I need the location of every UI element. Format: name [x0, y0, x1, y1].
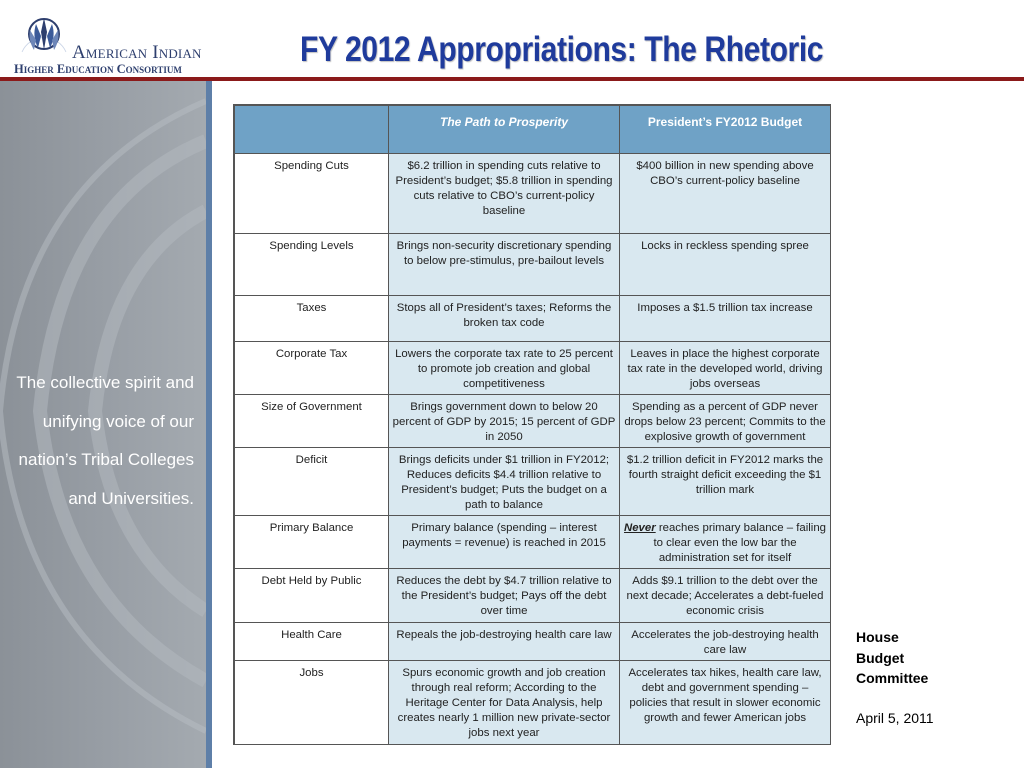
path-cell: $6.2 trillion in spending cuts relative to President’s budget; $5.8 trillion in spending cuts relative to CBO’s current-policy baseline	[389, 154, 620, 234]
path-cell: Brings deficits under $1 trillion in FY2012; Reduces deficits $4.4 trillion relative to President’s budget; Puts the budget on a path to balance	[389, 448, 620, 516]
row-label: Primary Balance	[235, 516, 389, 569]
source-line1: House	[856, 629, 899, 645]
row-label: Size of Government	[235, 395, 389, 448]
table-row	[235, 661, 831, 745]
logo-line2: Higher Education Consortium	[14, 62, 182, 76]
president-cell-text: reaches primary balance – failing to clear even the low bar the administration set for itself	[653, 522, 826, 564]
row-label: Deficit	[235, 448, 389, 516]
table-header-row	[235, 106, 831, 154]
never-emphasis: Never	[624, 522, 656, 534]
row-label: Health Care	[235, 623, 389, 661]
row-label: Spending Levels	[235, 234, 389, 296]
path-cell: Stops all of President’s taxes; Reforms the broken tax code	[389, 296, 620, 342]
table-row	[235, 234, 831, 296]
header-cell-blank	[235, 106, 389, 154]
source-attribution	[856, 627, 928, 689]
row-label: Taxes	[235, 296, 389, 342]
president-cell: Spending as a percent of GDP never drops below 23 percent; Commits to the explosive growth of government	[620, 395, 831, 448]
path-cell: Spurs economic growth and job creation through real reform; According to the Heritage Center for Data Analysis, help creates nearly 1 million new private-sector jobs next year	[389, 661, 620, 745]
row-label: Corporate Tax	[235, 342, 389, 395]
sidebar-panel	[0, 81, 206, 768]
source-line3: Committee	[856, 670, 929, 686]
table-row	[235, 154, 831, 234]
president-cell: $400 billion in new spending above CBO’s current-policy baseline	[620, 154, 831, 234]
sidebar-tagline: The collective spirit and unifying voice of our nation’s Tribal Colleges and Universities.	[16, 373, 194, 508]
sidebar-edge	[206, 81, 212, 768]
path-cell: Reduces the debt by $4.7 trillion relative to the President’s budget; Pays off the debt over time	[389, 569, 620, 623]
row-label: Spending Cuts	[235, 154, 389, 234]
table-row	[235, 569, 831, 623]
path-cell: Lowers the corporate tax rate to 25 percent to promote job creation and global competitiveness	[389, 342, 620, 395]
path-cell: Brings government down to below 20 percent of GDP by 2015; 15 percent of GDP in 2050	[389, 395, 620, 448]
table-row	[235, 516, 831, 569]
source-line2: Budget	[856, 649, 905, 666]
president-cell	[620, 516, 831, 569]
path-cell: Repeals the job-destroying health care law	[389, 623, 620, 661]
slide-title: FY 2012 Appropriations: The Rhetoric	[300, 30, 824, 69]
source-date: April 5, 2011	[856, 710, 934, 726]
header-cell-path: The Path to Prosperity	[389, 106, 620, 154]
table-row	[235, 342, 831, 395]
aihec-logo	[10, 6, 210, 76]
table-row	[235, 395, 831, 448]
president-cell: Locks in reckless spending spree	[620, 234, 831, 296]
table-row	[235, 448, 831, 516]
path-cell: Brings non-security discretionary spending to below pre-stimulus, pre-bailout levels	[389, 234, 620, 296]
comparison-table	[233, 104, 831, 745]
row-label: Debt Held by Public	[235, 569, 389, 623]
feather-emblem-icon	[14, 6, 74, 62]
president-cell: Accelerates the job-destroying health care law	[620, 623, 831, 661]
president-cell: Imposes a $1.5 trillion tax increase	[620, 296, 831, 342]
table-row	[235, 296, 831, 342]
logo-line1: American Indian	[72, 42, 202, 63]
president-cell: Leaves in place the highest corporate tax rate in the developed world, driving jobs overseas	[620, 342, 831, 395]
row-label: Jobs	[235, 661, 389, 745]
table-row	[235, 623, 831, 661]
header-cell-president: President’s FY2012 Budget	[620, 106, 831, 154]
path-cell: Primary balance (spending – interest payments = revenue) is reached in 2015	[389, 516, 620, 569]
president-cell: Adds $9.1 trillion to the debt over the next decade; Accelerates a debt-fueled economic crisis	[620, 569, 831, 623]
slide-header	[0, 0, 1024, 80]
president-cell: Accelerates tax hikes, health care law, debt and government spending – policies that result in slower economic growth and fewer American jobs	[620, 661, 831, 745]
president-cell: $1.2 trillion deficit in FY2012 marks the fourth straight deficit exceeding the $1 trillion mark	[620, 448, 831, 516]
